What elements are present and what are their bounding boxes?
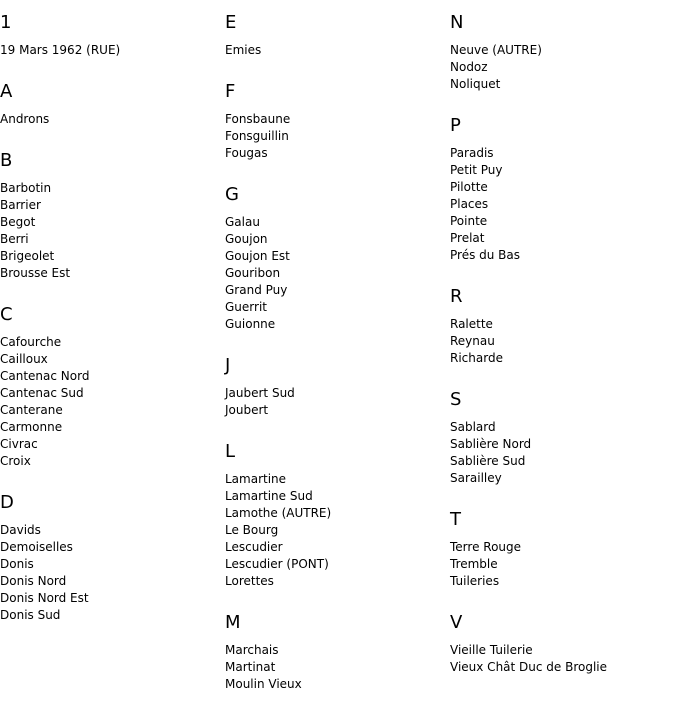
letter-heading: L [225,441,236,462]
street-list [0,42,220,59]
street-list [225,111,445,162]
letter-group [225,355,445,419]
street-link[interactable]: Reynau [450,334,495,348]
street-list [450,539,675,590]
index-column-2 [225,0,445,715]
street-link[interactable]: Canterane [0,403,63,417]
street-link[interactable]: Tuileries [450,574,500,588]
street-link[interactable]: Le Bourg [225,523,279,537]
street-link[interactable]: Guionne [225,317,276,331]
street-link[interactable]: Androns [0,112,50,126]
letter-heading: N [450,12,464,33]
street-link[interactable]: Martinat [225,660,276,674]
street-link[interactable]: Neuve (AUTRE) [450,43,542,57]
street-link[interactable]: Gouribon [225,266,281,280]
street-link[interactable]: Moulin Vieux [225,677,302,691]
street-link[interactable]: Barbotin [0,181,52,195]
letter-heading: S [450,389,462,410]
street-link[interactable]: Demoiselles [0,540,73,554]
street-link[interactable]: Richarde [450,351,503,365]
letter-group [450,612,675,676]
street-link[interactable]: Pilotte [450,180,488,194]
letter-heading: M [225,612,241,633]
letter-group [450,286,675,367]
street-link[interactable]: Fougas [225,146,268,160]
street-link[interactable]: Sablière Sud [450,454,526,468]
street-link[interactable]: Civrac [0,437,38,451]
letter-group [450,12,675,93]
street-link[interactable]: Sablard [450,420,496,434]
letter-heading: V [450,612,463,633]
letter-heading: J [225,355,231,376]
street-link[interactable]: Davids [0,523,41,537]
street-link[interactable]: Grand Puy [225,283,288,297]
street-link[interactable]: Sarailley [450,471,502,485]
street-list [225,214,445,333]
street-link[interactable]: Petit Puy [450,163,503,177]
letter-heading: P [450,115,461,136]
letter-heading: 1 [0,12,12,33]
letter-heading: B [0,150,13,171]
street-link[interactable]: Marchais [225,643,279,657]
street-link[interactable]: Noliquet [450,77,501,91]
letter-heading: E [225,12,237,33]
street-link[interactable]: Lamothe (AUTRE) [225,506,332,520]
letter-heading: A [0,81,13,102]
street-list [225,42,445,59]
street-link[interactable]: Cailloux [0,352,48,366]
street-link[interactable]: Paradis [450,146,494,160]
street-link[interactable]: Prés du Bas [450,248,521,262]
street-list [0,334,220,470]
street-link[interactable]: Jaubert Sud [225,386,295,400]
street-link[interactable]: Donis Nord [0,574,67,588]
street-list [450,419,675,487]
street-link[interactable]: Lescudier (PONT) [225,557,329,571]
letter-group [0,81,220,128]
street-list [0,180,220,282]
street-link[interactable]: Barrier [0,198,41,212]
street-list [225,642,445,693]
letter-group [0,150,220,282]
letter-heading: R [450,286,463,307]
letter-group [225,612,445,693]
letter-group [225,12,445,59]
street-link[interactable]: 19 Mars 1962 (RUE) [0,43,121,57]
street-link[interactable]: Sablière Nord [450,437,532,451]
street-link[interactable]: Lescudier [225,540,283,554]
street-link[interactable]: Brousse Est [0,266,71,280]
letter-group [0,304,220,470]
street-link[interactable]: Joubert [225,403,269,417]
street-link[interactable]: Carmonne [0,420,63,434]
street-list [225,385,445,419]
letter-group [450,509,675,590]
street-link[interactable]: Goujon Est [225,249,290,263]
street-list [225,471,445,590]
street-link[interactable]: Fonsguillin [225,129,289,143]
street-link[interactable]: Guerrit [225,300,267,314]
street-link[interactable]: Cafourche [0,335,62,349]
street-link[interactable]: Emies [225,43,262,57]
letter-group [225,184,445,333]
index-column-3 [450,0,675,698]
street-link[interactable]: Galau [225,215,260,229]
street-list [0,522,220,624]
street-link[interactable]: Terre Rouge [450,540,522,554]
street-list [450,316,675,367]
letter-heading: D [0,492,14,513]
street-link[interactable]: Places [450,197,489,211]
street-link[interactable]: Brigeolet [0,249,55,263]
street-link[interactable]: Begot [0,215,36,229]
letter-group [450,389,675,487]
street-link[interactable]: Berri [0,232,29,246]
letter-heading: C [0,304,13,325]
letter-heading: G [225,184,239,205]
street-list [450,145,675,264]
street-list [450,642,675,676]
street-link[interactable]: Ralette [450,317,493,331]
letter-heading: F [225,81,236,102]
street-link[interactable]: Nodoz [450,60,488,74]
street-link[interactable]: Goujon [225,232,268,246]
letter-group [225,441,445,590]
street-link[interactable]: Donis Nord Est [0,591,89,605]
street-link[interactable]: Prelat [450,231,485,245]
street-link[interactable]: Cantenac Sud [0,386,84,400]
street-link[interactable]: Croix [0,454,31,468]
street-link[interactable]: Fonsbaune [225,112,291,126]
letter-group [0,12,220,59]
street-link[interactable]: Donis [0,557,34,571]
street-link[interactable]: Tremble [450,557,498,571]
street-link[interactable]: Vieille Tuilerie [450,643,533,657]
street-list [0,111,220,128]
letter-group [225,81,445,162]
street-link[interactable]: Cantenac Nord [0,369,90,383]
street-link[interactable]: Lamartine [225,472,287,486]
street-link[interactable]: Lorettes [225,574,274,588]
index-column-1 [0,0,220,646]
letter-group [0,492,220,624]
letter-group [450,115,675,264]
street-list [450,42,675,93]
street-link[interactable]: Donis Sud [0,608,61,622]
street-link[interactable]: Pointe [450,214,488,228]
street-link[interactable]: Vieux Chât Duc de Broglie [450,660,608,674]
street-link[interactable]: Lamartine Sud [225,489,313,503]
letter-heading: T [450,509,461,530]
